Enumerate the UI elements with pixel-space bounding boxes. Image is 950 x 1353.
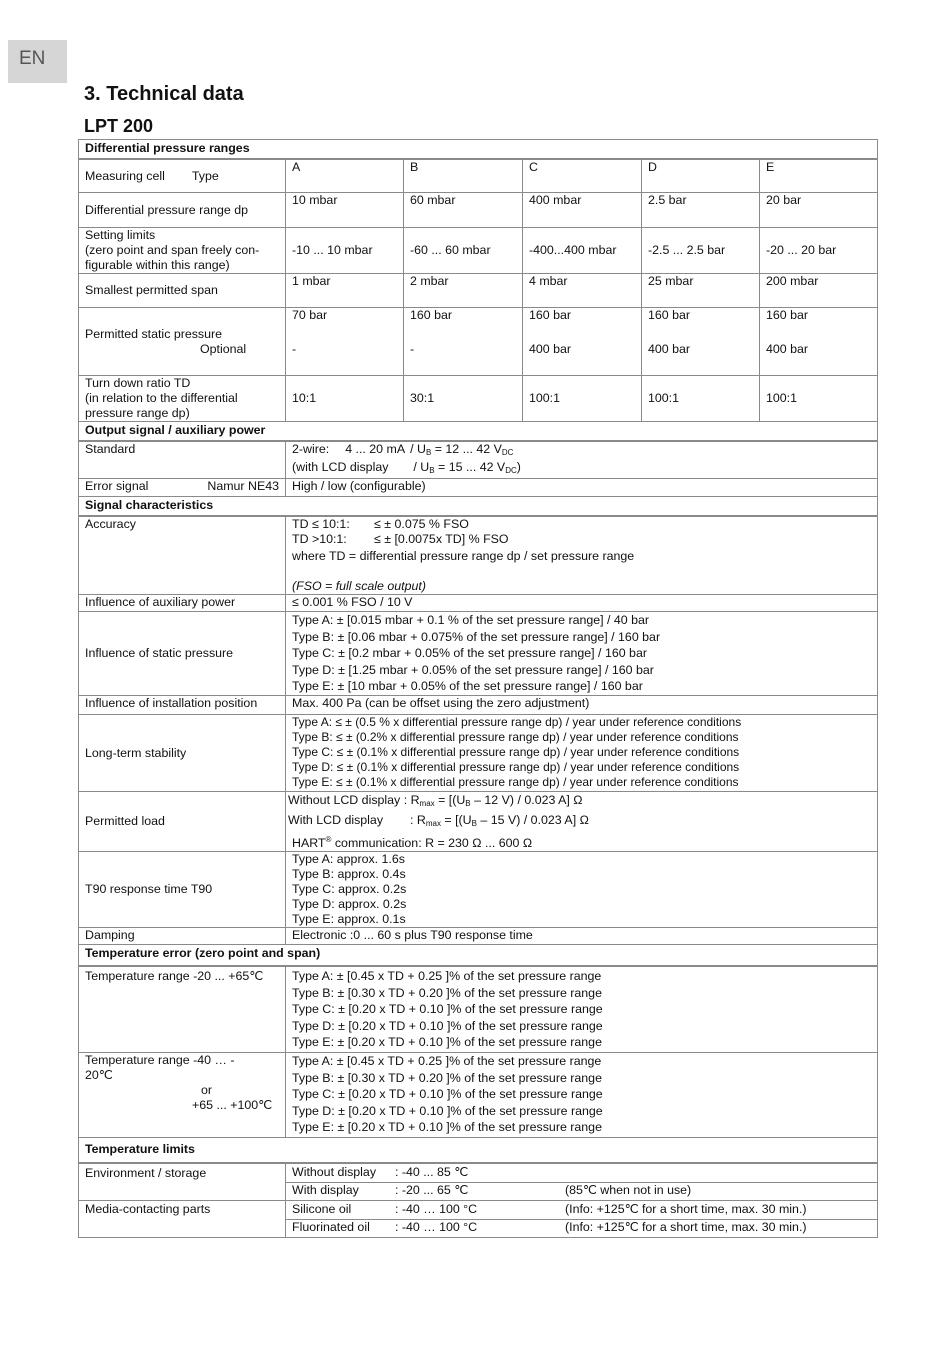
text: ) — [516, 460, 521, 474]
measuring-cell-label — [79, 159, 286, 193]
text: (with LCD display — [292, 460, 389, 474]
aux-power-value: ≤ 0.001 % FSO / 10 V — [286, 595, 878, 612]
table-row — [79, 1201, 878, 1220]
longterm-label: Long-term stability — [79, 715, 286, 792]
list-item: Type B: ≤ ± (0.2% x differential pressure range dp) / year under reference conditions — [292, 730, 739, 744]
table-row — [79, 274, 878, 308]
static-value: 70 bar — [292, 308, 328, 322]
list-item: Type B: ± [0.30 x TD + 0.20 ]% of the set pressure range — [292, 1070, 602, 1085]
damping-value: Electronic :0 ... 60 s plus T90 response time — [286, 928, 878, 945]
text: With LCD display — [288, 813, 384, 827]
text: (Info: +125℃ for a short time, max. 30 min.) — [565, 1202, 807, 1216]
range-cell: 2.5 bar — [642, 193, 760, 228]
span-cell: 200 mbar — [760, 274, 878, 308]
text: : -40 … 100 °C — [395, 1202, 478, 1216]
section-header-row — [79, 1138, 878, 1164]
load-line — [288, 812, 871, 832]
accuracy-value — [286, 516, 878, 595]
static-optional-value: 400 bar — [648, 342, 691, 356]
static-optional-value: - — [292, 342, 297, 356]
text: : -20 ... 65 ℃ — [395, 1183, 469, 1197]
list-item: Type A: ± [0.45 x TD + 0.25 ]% of the set pressure range — [292, 1054, 602, 1068]
list-item: Type E: ± [10 mbar + 0.05% of the set pressure range] / 160 bar — [292, 679, 643, 694]
list-item: Type B: ± [0.06 mbar + 0.075% of the set pressure range] / 160 bar — [292, 629, 661, 644]
list-item: Type E: approx. 0.1s — [292, 912, 406, 926]
text: 4 ... 20 mA — [345, 442, 406, 456]
table-row — [79, 715, 878, 792]
text: B — [471, 819, 477, 828]
list-item: Type C: ≤ ± (0.1% x differential pressure range dp) / year under reference conditions — [292, 745, 740, 759]
section-heading-differential: Differential pressure ranges — [79, 140, 878, 160]
media-row — [286, 1201, 878, 1220]
table-row — [79, 193, 878, 228]
damping-label: Damping — [79, 928, 286, 945]
table-row — [79, 516, 878, 595]
list-item: Type A: ≤ ± (0.5 % x differential pressure range dp) / year under reference conditions — [292, 715, 742, 729]
table-row — [79, 928, 878, 945]
list-item: Type D: ± [0.20 x TD + 0.10 ]% of the set pressure range — [292, 1103, 603, 1118]
static-cell — [642, 308, 760, 376]
text: communication: R = 230 Ω ... 600 Ω — [331, 836, 533, 850]
table-row — [79, 308, 878, 376]
static-pressure-label — [79, 308, 286, 376]
static-value: 160 bar — [766, 308, 809, 322]
static-cell — [760, 308, 878, 376]
text: Fluorinated oil — [292, 1220, 370, 1234]
turndown-label — [79, 376, 286, 422]
section-heading-temperature-limits: Temperature limits — [79, 1138, 878, 1164]
list-item: Type D: ± [1.25 mbar + 0.05% of the set pressure range] / 160 bar — [292, 662, 654, 677]
text: B — [429, 466, 435, 475]
standard-label: Standard — [79, 441, 286, 479]
environment-row — [286, 1163, 878, 1183]
turndown-cell: 100:1 — [760, 376, 878, 422]
table-row — [79, 479, 878, 497]
list-item: Type D: ≤ ± (0.1% x differential pressure range dp) / year under reference conditions — [292, 760, 740, 774]
list-item: Type D: ± [0.20 x TD + 0.10 ]% of the set pressure range — [292, 1018, 603, 1033]
setting-limits-label — [79, 228, 286, 274]
text: = 12 ... 42 V — [431, 442, 502, 456]
label-line: Optional — [200, 341, 247, 356]
range-cell: 10 mbar — [286, 193, 404, 228]
text: ≤ ± [0.0075x TD] % FSO — [374, 532, 509, 546]
t90-label: T90 response time T90 — [79, 852, 286, 928]
text: HART — [292, 836, 326, 850]
text: = [(U — [434, 793, 466, 807]
list-item: Type C: ± [0.2 mbar + 0.05% of the set pressure range] / 160 bar — [292, 646, 647, 661]
table-row — [79, 696, 878, 715]
label-line: Setting limits — [85, 228, 156, 242]
static-cell — [286, 308, 404, 376]
measuring-cell-text: Measuring cell — [85, 168, 165, 183]
label-line: Temperature range -40 … - — [85, 1053, 235, 1067]
list-item: Type C: ± [0.20 x TD + 0.10 ]% of the set pressure range — [292, 1087, 603, 1102]
table-row — [79, 159, 878, 193]
static-cell — [404, 308, 523, 376]
turndown-cell: 10:1 — [286, 376, 404, 422]
accuracy-footnote: (FSO = full scale output) — [292, 579, 426, 593]
text: B — [425, 448, 432, 457]
section-heading-temperature-error: Temperature error (zero point and span) — [79, 945, 878, 967]
table-row — [79, 441, 878, 479]
environment-label: Environment / storage — [79, 1163, 286, 1201]
turndown-cell: 100:1 — [642, 376, 760, 422]
text: (85℃ when not in use) — [565, 1183, 692, 1197]
table-row — [79, 966, 878, 1053]
product-title: LPT 200 — [84, 116, 154, 136]
setting-cell: -60 ... 60 mbar — [404, 228, 523, 274]
standard-line-1 — [292, 442, 871, 460]
list-item: Type C: approx. 0.2s — [292, 882, 407, 896]
table-row — [79, 1053, 878, 1138]
label-line: pressure range dp) — [85, 406, 190, 420]
section-heading-output: Output signal / auxiliary power — [79, 422, 878, 442]
static-optional-value: 400 bar — [766, 342, 809, 356]
list-item: Type E: ± [0.20 x TD + 0.10 ]% of the set pressure range — [292, 1120, 602, 1135]
label-line: 20℃ — [85, 1068, 113, 1082]
text: B — [465, 799, 471, 808]
span-cell: 4 mbar — [523, 274, 642, 308]
temp-range-2-label — [79, 1053, 286, 1138]
list-item: Type E: ≤ ± (0.1% x differential pressure range dp) / year under reference conditions — [292, 775, 739, 789]
text: max — [425, 819, 441, 828]
section-header-row — [79, 945, 878, 967]
text: / U — [413, 460, 430, 474]
text: TD ≤ 10:1: — [292, 517, 350, 531]
permitted-load-label: Permitted load — [79, 792, 286, 852]
error-signal-label — [79, 479, 286, 497]
type-cell: E — [760, 159, 878, 193]
range-cell: 20 bar — [760, 193, 878, 228]
load-line — [288, 832, 871, 851]
accuracy-line — [292, 532, 871, 547]
media-row — [286, 1220, 878, 1238]
section-header-row — [79, 497, 878, 517]
list-item: Type A: ± [0.45 x TD + 0.25 ]% of the set pressure range — [292, 969, 602, 983]
list-item: Type C: ± [0.20 x TD + 0.10 ]% of the set pressure range — [292, 1002, 603, 1017]
setting-cell: -2.5 ... 2.5 bar — [642, 228, 760, 274]
label-line: Permitted static pressure — [85, 326, 223, 341]
label-line: or — [201, 1083, 213, 1097]
text: : R — [410, 813, 426, 827]
text: Error signal — [85, 479, 149, 493]
environment-row — [286, 1183, 878, 1201]
label-line: +65 ... +100℃ — [192, 1098, 273, 1112]
label-line: (in relation to the differential — [85, 391, 238, 405]
static-optional-value: - — [410, 342, 415, 356]
text: Without display — [292, 1165, 377, 1179]
turndown-cell: 30:1 — [404, 376, 523, 422]
t90-value — [286, 852, 878, 928]
setting-cell: -400...400 mbar — [523, 228, 642, 274]
text: ≤ ± 0.075 % FSO — [374, 517, 469, 531]
text: (Info: +125℃ for a short time, max. 30 min.) — [565, 1220, 807, 1234]
static-influence-label: Influence of static pressure — [79, 612, 286, 696]
text: = 15 ... 42 V — [434, 460, 506, 474]
table-row — [79, 376, 878, 422]
longterm-value — [286, 715, 878, 792]
static-influence-value — [286, 612, 878, 696]
text: DC — [505, 466, 517, 475]
permitted-load-value — [286, 792, 878, 852]
span-cell: 1 mbar — [286, 274, 404, 308]
installation-label: Influence of installation position — [79, 696, 286, 715]
temp-range-1-label: Temperature range -20 ... +65℃ — [79, 966, 286, 1053]
type-cell: C — [523, 159, 642, 193]
list-item: Type A: ± [0.015 mbar + 0.1 % of the set pressure range] / 40 bar — [292, 613, 650, 627]
text: With display — [292, 1183, 359, 1197]
text: 2-wire: — [292, 442, 330, 456]
list-item: Type D: approx. 0.2s — [292, 897, 407, 911]
text: / U — [410, 442, 426, 456]
text: max — [419, 799, 435, 808]
label-line: (zero point and span freely con- — [85, 243, 260, 257]
temp-range-1-value — [286, 966, 878, 1053]
installation-value: Max. 400 Pa (can be offset using the zero adjustment) — [286, 696, 878, 715]
text: : -40 ... 85 ℃ — [395, 1165, 469, 1179]
span-label: Smallest permitted span — [79, 274, 286, 308]
temp-range-2-value — [286, 1053, 878, 1138]
text: – 12 V) / 0.023 A] Ω — [470, 793, 583, 807]
text: Namur NE43 — [207, 479, 279, 493]
standard-line-2 — [292, 460, 871, 478]
technical-data-table — [78, 139, 878, 1238]
load-line — [288, 792, 871, 812]
text: = [(U — [440, 813, 472, 827]
media-label: Media-contacting parts — [79, 1201, 286, 1238]
text: ® — [325, 835, 332, 844]
label-line: figurable within this range) — [85, 258, 230, 272]
accuracy-label: Accuracy — [79, 516, 286, 595]
table-row — [79, 1163, 878, 1183]
list-item: Type B: approx. 0.4s — [292, 867, 406, 881]
static-value: 160 bar — [410, 308, 453, 322]
language-tab: EN — [8, 40, 67, 83]
table-row — [79, 852, 878, 928]
text: DC — [501, 448, 514, 457]
text: – 15 V) / 0.023 A] Ω — [476, 813, 589, 827]
section-title: 3. Technical data — [84, 83, 244, 105]
text: : -40 … 100 °C — [395, 1220, 478, 1234]
range-cell: 60 mbar — [404, 193, 523, 228]
static-cell — [523, 308, 642, 376]
text: Silicone oil — [292, 1202, 352, 1216]
range-label: Differential pressure range dp — [79, 193, 286, 228]
type-cell: A — [286, 159, 404, 193]
accuracy-line — [292, 517, 871, 532]
table-row — [79, 228, 878, 274]
cell-type-text: Type — [191, 168, 219, 183]
section-heading-signal: Signal characteristics — [79, 497, 878, 517]
list-item: Type A: approx. 1.6s — [292, 852, 405, 866]
table-row — [79, 792, 878, 852]
accuracy-line: where TD = differential pressure range dp / set pressure range — [292, 549, 635, 563]
standard-value — [286, 441, 878, 479]
setting-cell: -20 ... 20 bar — [760, 228, 878, 274]
span-cell: 25 mbar — [642, 274, 760, 308]
list-item: Type B: ± [0.30 x TD + 0.20 ]% of the set pressure range — [292, 985, 602, 1000]
setting-cell: -10 ... 10 mbar — [286, 228, 404, 274]
type-cell: D — [642, 159, 760, 193]
span-cell: 2 mbar — [404, 274, 523, 308]
label-line: Turn down ratio TD — [85, 376, 191, 390]
list-item: Type E: ± [0.20 x TD + 0.10 ]% of the set pressure range — [292, 1035, 602, 1050]
range-cell: 400 mbar — [523, 193, 642, 228]
section-header-row — [79, 422, 878, 442]
static-value: 160 bar — [529, 308, 572, 322]
table-row — [79, 612, 878, 696]
static-value: 160 bar — [648, 308, 691, 322]
turndown-cell: 100:1 — [523, 376, 642, 422]
text: Without LCD display : R — [288, 793, 420, 807]
section-header-row — [79, 140, 878, 160]
type-cell: B — [404, 159, 523, 193]
error-signal-value: High / low (configurable) — [286, 479, 878, 497]
table-row — [79, 595, 878, 612]
aux-power-label: Influence of auxiliary power — [79, 595, 286, 612]
static-optional-value: 400 bar — [529, 342, 572, 356]
text: TD >10:1: — [292, 532, 347, 546]
